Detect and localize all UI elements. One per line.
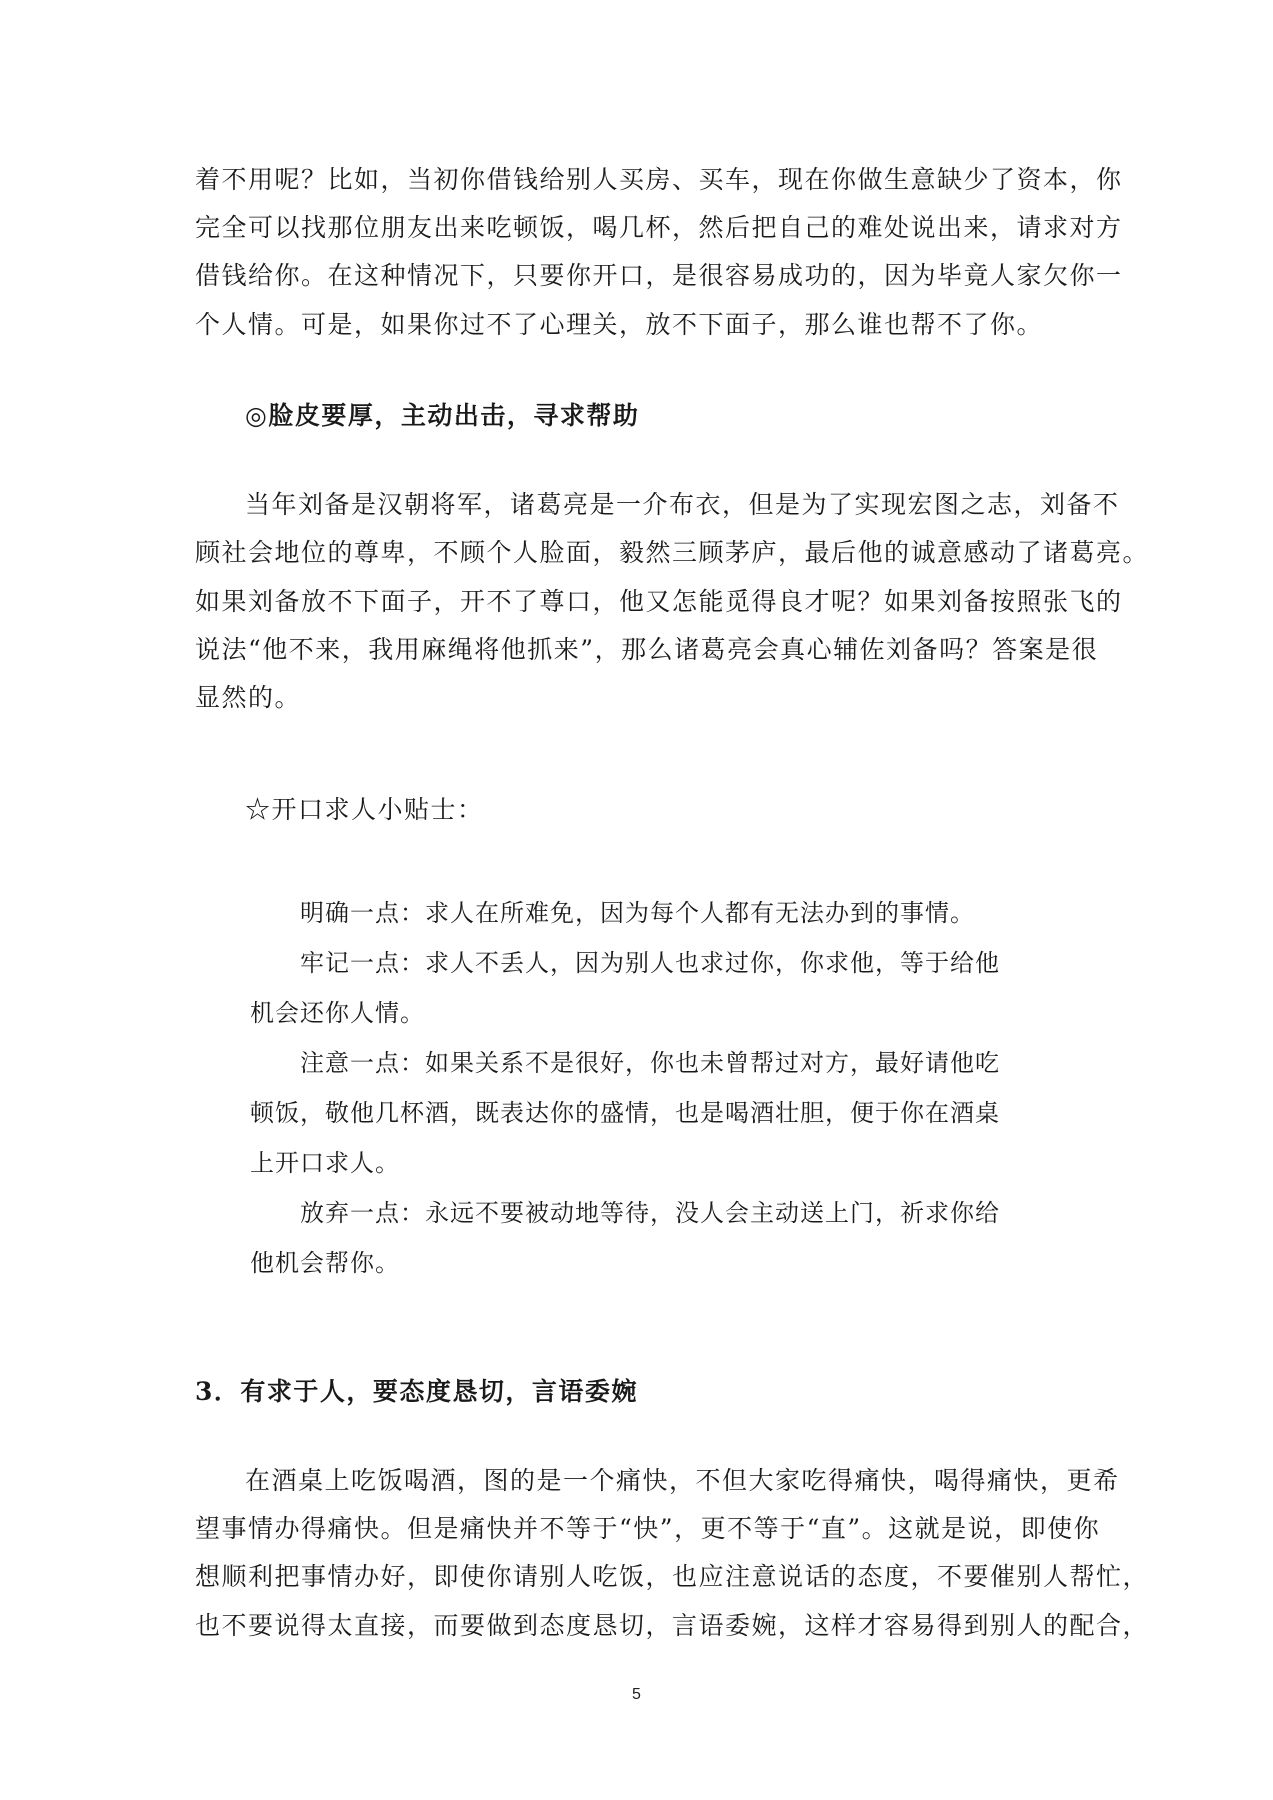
paragraph-line: 显然的。 [195,683,302,712]
page-number: 5 [632,1686,641,1703]
tips-title: ☆开口求人小贴士： [245,795,484,824]
section-heading: 3．有求于人，要态度恳切，言语委婉 [195,1377,638,1406]
tip-line: 机会还你人情。 [250,999,425,1027]
paragraph-line: 在酒桌上吃饭喝酒，图的是一个痛快，不但大家吃得痛快，喝得痛快，更希 [245,1466,1120,1495]
paragraph-line: 望事情办得痛快。但是痛快并不等于“快”，更不等于“直”。这就是说，即使你 [195,1514,1101,1543]
paragraph-line: 个人情。可是，如果你过不了心理关，放不下面子，那么谁也帮不了你。 [195,310,1044,339]
tip-line: 上开口求人。 [250,1149,400,1177]
tip-line: 注意一点：如果关系不是很好，你也未曾帮过对方，最好请他吃 [300,1049,1000,1077]
section-heading: ◎脸皮要厚，主动出击，寻求帮助 [245,401,640,430]
paragraph-line: 当年刘备是汉朝将军，诸葛亮是一介布衣，但是为了实现宏图之志，刘备不 [245,490,1120,519]
tip-line: 明确一点：求人在所难免，因为每个人都有无法办到的事情。 [300,899,975,927]
tip-line: 牢记一点：求人不丢人，因为别人也求过你，你求他，等于给他 [300,949,1000,977]
paragraph-line: 顾社会地位的尊卑，不顾个人脸面，毅然三顾茅庐，最后他的诚意感动了诸葛亮。 [195,538,1150,567]
tip-line: 放弃一点：永远不要被动地等待，没人会主动送上门，祈求你给 [300,1199,1000,1227]
paragraph-line: 着不用呢？比如，当初你借钱给别人买房、买车，现在你做生意缺少了资本，你 [195,165,1123,194]
paragraph-line: 想顺利把事情办好，即使你请别人吃饭，也应注意说话的态度，不要催别人帮忙， [195,1562,1150,1591]
paragraph-line: 借钱给你。在这种情况下，只要你开口，是很容易成功的，因为毕竟人家欠你一 [195,261,1123,290]
paragraph-line: 如果刘备放不下面子，开不了尊口，他又怎能觅得良才呢？如果刘备按照张飞的 [195,587,1123,616]
tip-line: 顿饭，敬他几杯酒，既表达你的盛情，也是喝酒壮胆，便于你在酒桌 [250,1099,1000,1127]
paragraph-line: 完全可以找那位朋友出来吃顿饭，喝几杯，然后把自己的难处说出来，请求对方 [195,213,1123,242]
tip-line: 他机会帮你。 [250,1249,400,1277]
paragraph-line: 也不要说得太直接，而要做到态度恳切，言语委婉，这样才容易得到别人的配合， [195,1611,1150,1640]
paragraph-line: 说法“他不来，我用麻绳将他抓来”，那么诸葛亮会真心辅佐刘备吗？答案是很 [195,635,1099,664]
